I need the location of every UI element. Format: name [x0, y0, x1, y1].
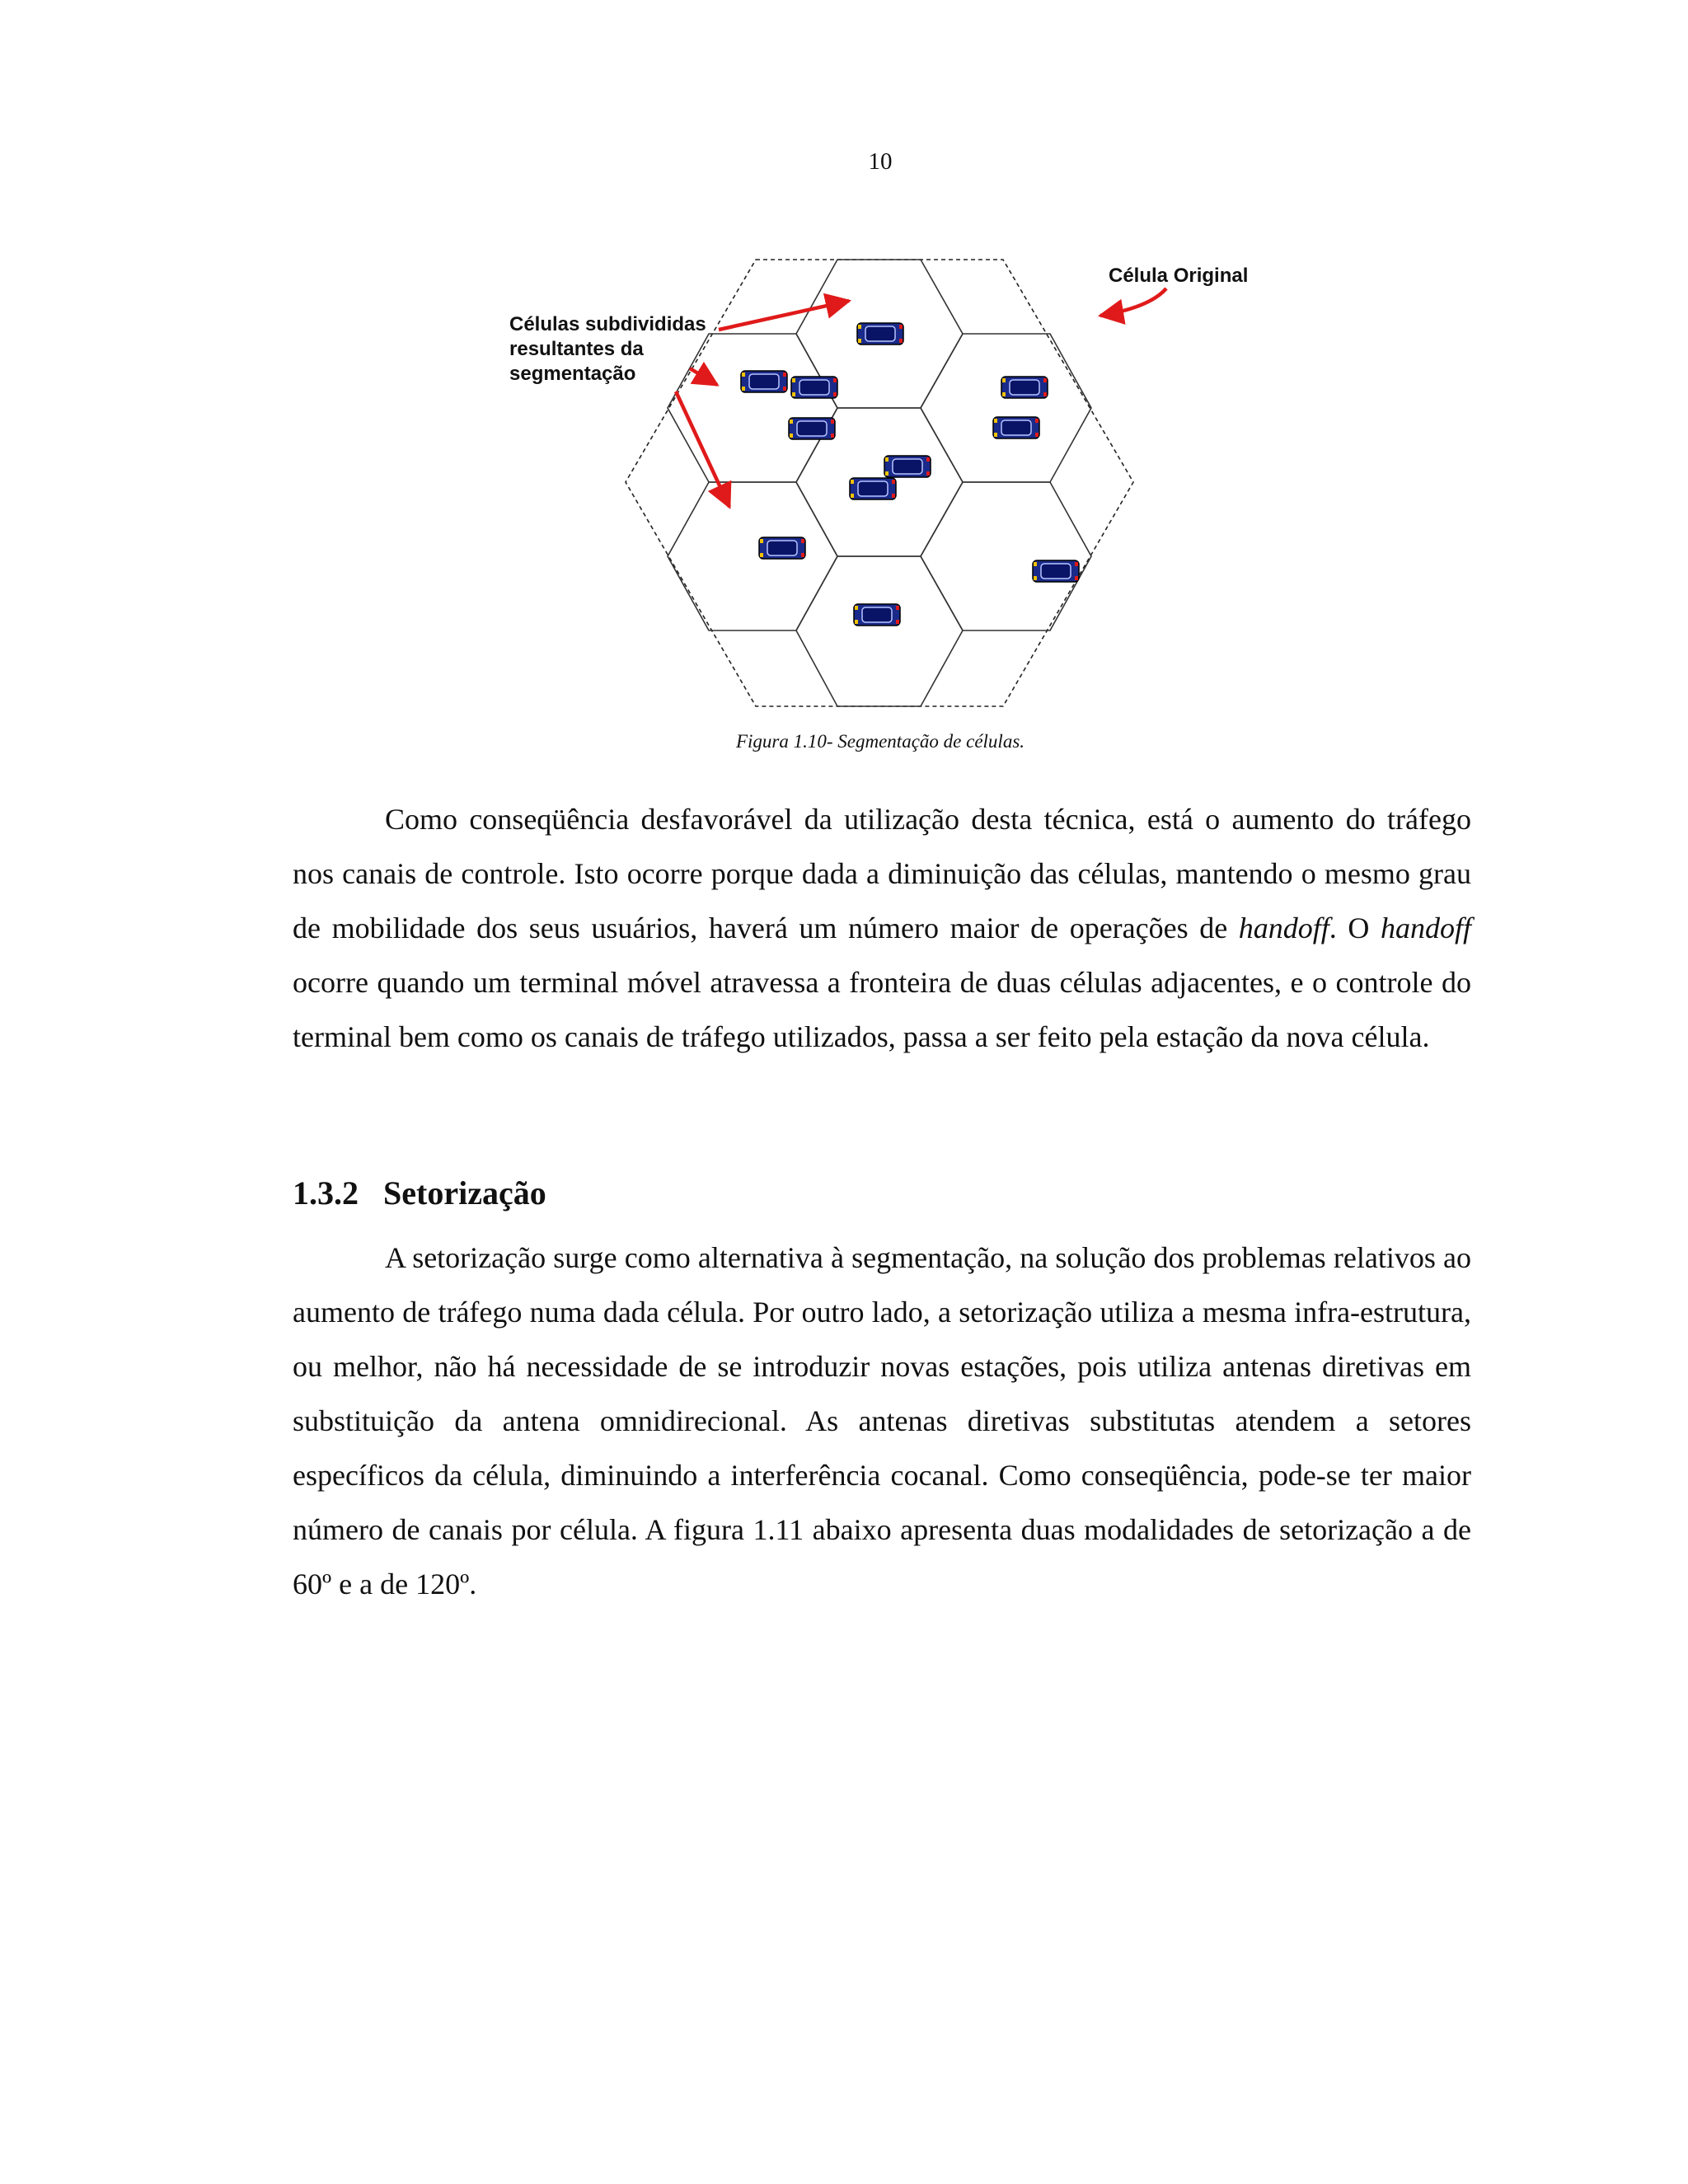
label-subdivided-line3: segmentação [509, 363, 636, 385]
car-icon [1001, 377, 1048, 398]
label-original-cell: Célula Original [1109, 265, 1249, 287]
car-icon [741, 371, 787, 392]
label-subdivided-line2: resultantes da [509, 338, 644, 360]
car-icon [759, 537, 805, 559]
paragraph1-term-1: handoff [1238, 912, 1329, 944]
car-icon [1033, 560, 1079, 582]
page-number: 10 [868, 148, 893, 175]
cell-bottom [796, 556, 963, 706]
paragraph-handoff [293, 792, 1471, 1064]
arrow-to-original-cell [1100, 288, 1166, 316]
arrow-to-top-cell [719, 301, 849, 330]
label-subdivided-cells [509, 313, 711, 385]
paragraph-setorizacao [293, 1230, 1471, 1611]
paragraph1-text-1: Como conseqüência desfavorável da utilização desta técnica, está o aumento do tráfego nos canais de controle. Isto ocorre porque dada a diminuição das células, mantendo o mesmo grau de mobilidade dos seus usuários, haverá um número maior de operações de [293, 803, 1471, 944]
car-icon [789, 418, 835, 439]
cell-segmentation-figure [495, 243, 1286, 738]
car-icon [884, 456, 931, 477]
section-number: 1.3.2 [293, 1174, 359, 1212]
paragraph2-text: A setorização surge como alternativa à segmentação, na solução dos problemas relativos ao aumento de tráfego numa dada célula. Por outro lado, a setorização utiliza a mesma infra-estrutura, ou melhor, não há necessidade de se introduzir novas estações, pois utiliza antenas diretivas em substituição da antena omnidirecional. As antenas diretivas substitutas atendem a setores específicos da célula, diminuindo a interferência cocanal. Como conseqüência, pode-se ter maior número de canais por célula. A figura 1.11 abaixo apresenta duas modalidades de setorização a de 60º e a de 120º. [293, 1241, 1471, 1601]
car-icon [993, 417, 1039, 438]
label-subdivided-line1: Células subdivididas [509, 313, 706, 335]
car-icons [741, 323, 1079, 626]
cell-upper-right [921, 334, 1091, 482]
car-icon [791, 377, 837, 398]
car-icon [850, 478, 896, 499]
cell-upper-left [668, 334, 837, 482]
car-icon [854, 604, 900, 626]
arrow-to-lower-left-cell [676, 391, 729, 507]
car-icon [857, 323, 903, 344]
figure-caption: Figura 1.10- Segmentação de células. [735, 731, 1025, 752]
paragraph1-text-2: . O [1329, 912, 1381, 944]
paragraph1-text-3: ocorre quando um terminal móvel atravessa a fronteira de duas células adjacentes, e o controle do terminal bem como os canais de tráfego utilizados, passa a ser feito pela estação da nova célula. [293, 966, 1471, 1053]
cell-lower-left [668, 482, 837, 630]
section-heading [293, 1174, 546, 1212]
cell-lower-right [921, 482, 1091, 630]
paragraph1-term-2: handoff [1380, 912, 1471, 944]
section-title: Setorização [383, 1174, 546, 1212]
arrow-to-upper-left-cell [690, 368, 717, 385]
